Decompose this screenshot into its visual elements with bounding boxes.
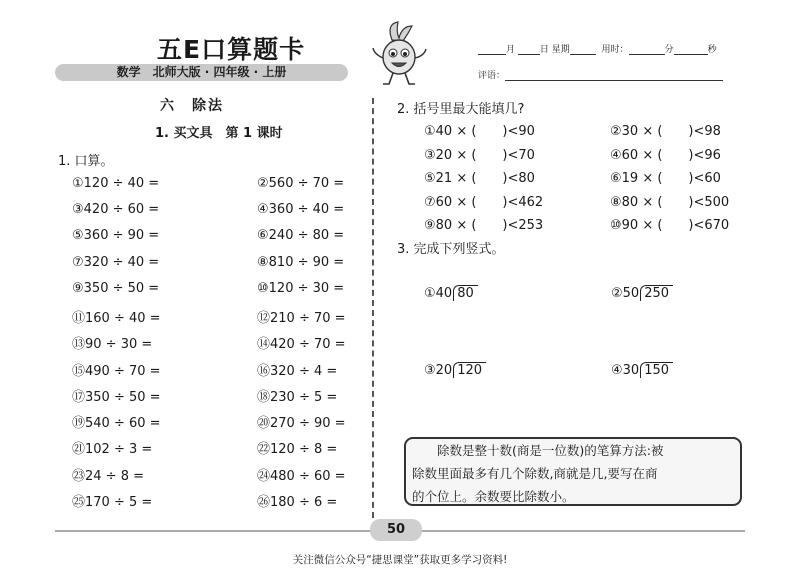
q1-heading: 1. 口算。	[58, 154, 114, 169]
q2-left-5: ⑨80 × ( )<253	[424, 218, 544, 233]
q2-left-2: ③20 × ( )<70	[424, 148, 535, 163]
q1-right-7: ⑭420 ÷ 70 =	[257, 337, 346, 352]
section-title: 六 除法	[160, 98, 224, 114]
column-divider	[372, 98, 374, 518]
q1-left-12: ㉓24 ÷ 8 =	[72, 469, 144, 484]
q2-right-1: ②30 × ( )<98	[610, 124, 721, 139]
q3-num-4: ④	[611, 363, 623, 378]
q1-right-13: ㉖180 ÷ 6 =	[257, 495, 338, 510]
q3-dividend-2: 250	[640, 285, 673, 301]
q1-left-9: ⑰350 ÷ 50 =	[72, 390, 161, 405]
tip-line-2: 除数里面最多有几个除数,商就是几,要写在商	[412, 466, 658, 481]
review-blank[interactable]	[505, 71, 723, 81]
q3-divisor-4: 30	[622, 363, 640, 378]
review-line	[478, 68, 723, 81]
q3-num-3: ③	[424, 363, 436, 378]
q1-left-4: ⑦320 ÷ 40 =	[72, 255, 160, 270]
month-label: 月	[506, 45, 516, 55]
page-number: 50	[370, 519, 422, 541]
q2-right-4: ⑧80 × ( )<500	[610, 195, 730, 210]
q1-left-2: ③420 ÷ 60 =	[72, 202, 160, 217]
q2-right-3: ⑥19 × ( )<60	[610, 171, 721, 186]
second-label: 秒	[707, 45, 717, 55]
q1-left-13: ㉕170 ÷ 5 =	[72, 495, 153, 510]
tip-line-3: 的个位上。余数要比除数小。	[412, 489, 575, 504]
minute-label: 分	[664, 45, 674, 55]
tip-box	[404, 437, 742, 506]
second-blank[interactable]	[674, 45, 708, 55]
q3-divisor-2: 50	[622, 286, 640, 301]
q2-right-2: ④60 × ( )<96	[610, 148, 721, 163]
day-blank[interactable]	[518, 45, 540, 55]
q1-left-1: ①120 ÷ 40 =	[72, 176, 160, 191]
q1-left-11: ㉑102 ÷ 3 =	[72, 442, 153, 457]
q1-left-3: ⑤360 ÷ 90 =	[72, 228, 160, 243]
q3-num-1: ①	[424, 286, 436, 301]
q2-left-1: ①40 × ( )<90	[424, 124, 535, 139]
q2-left-4: ⑦60 × ( )<462	[424, 195, 544, 210]
q1-right-4: ⑧810 ÷ 90 =	[257, 255, 345, 270]
q3-heading: 3. 完成下列竖式。	[397, 242, 505, 257]
weekday-label: 星期	[551, 45, 570, 55]
q1-right-1: ②560 ÷ 70 =	[257, 176, 345, 191]
q3-dividend-4: 150	[640, 362, 673, 378]
date-time-line	[478, 42, 717, 55]
tip-line-1: 除数是整十数(商是一位数)的笔算方法:被	[412, 443, 664, 458]
q1-right-2: ④360 ÷ 40 =	[257, 202, 345, 217]
day-label: 日	[539, 45, 549, 55]
q1-right-9: ⑱230 ÷ 5 =	[257, 390, 338, 405]
footer-note: 关注微信公众号“捷思课堂”获取更多学习资料!	[292, 554, 508, 566]
q2-heading: 2. 括号里最大能填几?	[397, 102, 525, 117]
q3-dividend-3: 120	[453, 362, 486, 378]
lesson-title: 1. 买文具 第 1 课时	[155, 126, 283, 141]
long-division-3	[424, 362, 486, 378]
q3-num-2: ②	[611, 286, 623, 301]
radish-mascot-icon	[368, 20, 430, 88]
book-subtitle: 数学 北师大版 · 四年级 · 上册	[55, 64, 348, 81]
q2-left-3: ⑤21 × ( )<80	[424, 171, 535, 186]
long-division-2	[611, 285, 673, 301]
q1-right-8: ⑯320 ÷ 4 =	[257, 364, 338, 379]
long-division-4	[611, 362, 673, 378]
q3-divisor-1: 40	[435, 286, 453, 301]
q1-left-7: ⑬90 ÷ 30 =	[72, 337, 153, 352]
time-label: 用时：	[601, 45, 629, 55]
q1-left-10: ⑲540 ÷ 60 =	[72, 416, 161, 431]
card-title: 五E口算题卡	[157, 35, 306, 64]
q3-dividend-1: 80	[453, 285, 478, 301]
q1-right-6: ⑫210 ÷ 70 =	[257, 311, 346, 326]
q1-right-5: ⑩120 ÷ 30 =	[257, 281, 345, 296]
weekday-blank[interactable]	[570, 45, 596, 55]
q1-right-10: ⑳270 ÷ 90 =	[257, 416, 346, 431]
minute-blank[interactable]	[629, 45, 665, 55]
q1-right-11: ㉒120 ÷ 8 =	[257, 442, 338, 457]
q1-right-12: ㉔480 ÷ 60 =	[257, 469, 346, 484]
review-label: 评语：	[478, 71, 506, 81]
month-blank[interactable]	[478, 45, 506, 55]
q3-divisor-3: 20	[435, 363, 453, 378]
q1-left-6: ⑪160 ÷ 40 =	[72, 311, 161, 326]
long-division-1	[424, 285, 478, 301]
q1-left-8: ⑮490 ÷ 70 =	[72, 364, 161, 379]
q1-right-3: ⑥240 ÷ 80 =	[257, 228, 345, 243]
q2-right-5: ⑩90 × ( )<670	[610, 218, 730, 233]
q1-left-5: ⑨350 ÷ 50 =	[72, 281, 160, 296]
